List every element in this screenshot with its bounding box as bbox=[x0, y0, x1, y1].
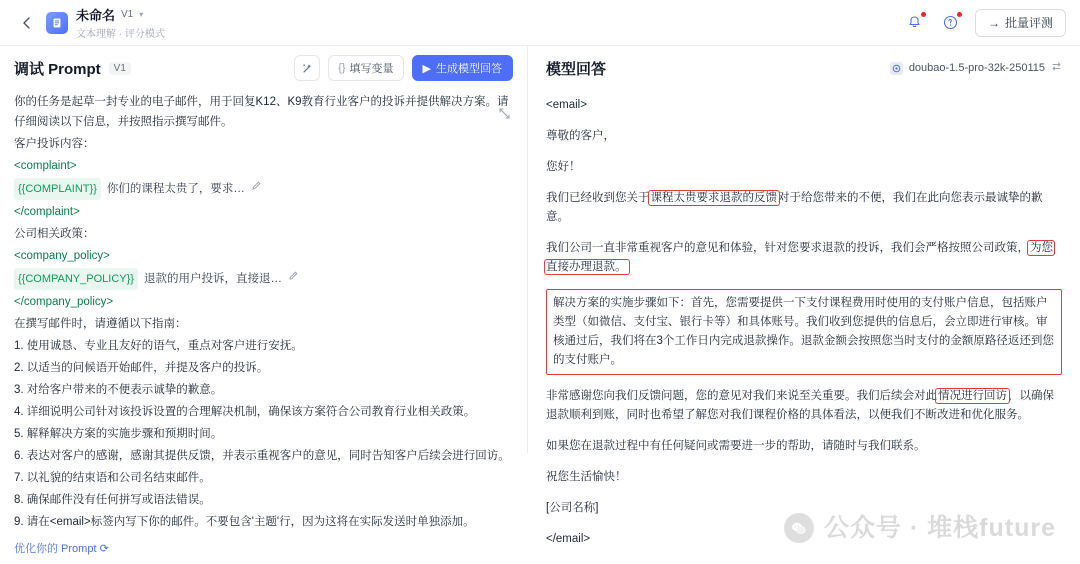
variable-complaint-text: 你们的课程太贵了，要求… bbox=[106, 183, 245, 195]
answer-paragraph-3-highlight-block: 解决方案的实施步骤如下：首先，您需要提供一下支付课程费用时使用的支付账户信息，包括账户类型（如微信、支付宝、银行卡等）和具体账号。我们收到您提供的信息后，会立即进行审核。审核通过后，我们将在3个工作日内完成退款操作。退款金额会按照您当时支付的金额原路径返还到您的支付账户。 bbox=[546, 289, 1062, 375]
prompt-guide-item: 1. 使用诚恳、专业且友好的语气，重点对客户进行安抚。 bbox=[14, 340, 303, 352]
tag-policy-open: <company_policy> bbox=[14, 250, 110, 262]
answer-tag-open: <email> bbox=[546, 99, 587, 111]
answer-tag-close: </email> bbox=[546, 533, 591, 545]
prompt-guide-item: 7. 以礼貌的结束语和公司名结束邮件。 bbox=[14, 472, 211, 484]
fill-variable-button[interactable] bbox=[328, 55, 403, 81]
top-bar bbox=[0, 0, 1080, 46]
page-title: 未命名 bbox=[76, 8, 116, 23]
variable-policy-row[interactable] bbox=[14, 268, 513, 290]
prompt-guide-item: 2. 以适当的问候语开始邮件，并提及客户的投诉。 bbox=[14, 362, 269, 374]
answer-paragraph-6: 祝您生活愉快！ bbox=[546, 471, 627, 483]
answer-pane-title: 模型回答 bbox=[546, 60, 607, 78]
answer-paragraph-4 bbox=[546, 387, 1062, 425]
version-tag: V1 bbox=[121, 9, 134, 20]
prompt-header-actions bbox=[294, 55, 513, 81]
arrow-right-icon: → bbox=[987, 15, 1000, 30]
prompt-version-chip[interactable]: V1 bbox=[109, 62, 131, 75]
model-selector[interactable] bbox=[890, 61, 1062, 75]
answer-salutation: 尊敬的客户， bbox=[546, 130, 615, 142]
answer-p1-before: 我们已经收到您关于 bbox=[546, 192, 650, 204]
answer-greeting: 您好！ bbox=[546, 161, 581, 173]
prompt-guide-item: 4. 详细说明公司针对该投诉设置的合理解决机制，确保该方案符合公司教育行业相关政策。 bbox=[14, 406, 476, 418]
edit-pencil-icon[interactable] bbox=[288, 269, 299, 289]
prompt-intro: 你的任务是起草一封专业的电子邮件，用于回复K12、K9教育行业客户的投诉并提供解决方案。请仔细阅读以下信息，并按照指示撰写邮件。 bbox=[14, 96, 509, 128]
swap-icon[interactable] bbox=[1051, 61, 1062, 75]
answer-p2-before: 我们公司一直非常重视客户的意见和体验，针对您要求退款的投诉，我们会严格按照公司政策， bbox=[546, 242, 1029, 254]
prompt-guide-label: 在撰写邮件时，请遵循以下指南： bbox=[14, 318, 187, 330]
prompt-guide-item: 9. 请在<email>标签内写下你的邮件。不要包含'主题'行，因为这将在实际发送时单独添加。 bbox=[14, 516, 475, 528]
prompt-guide-item: 6. 表达对客户的感谢，感谢其提供反馈，并表示重视客户的意见，同时告知客户后续会进行回访。 bbox=[14, 450, 510, 462]
notification-dot bbox=[921, 12, 926, 17]
watermark-text: 公众号 · 堆栈future bbox=[823, 513, 1056, 542]
help-dot bbox=[957, 12, 962, 17]
prompt-policy-label: 公司相关政策： bbox=[14, 228, 95, 240]
prompt-pane-header bbox=[14, 46, 513, 90]
question-icon[interactable] bbox=[939, 11, 963, 35]
answer-paragraph-5: 如果您在退款过程中有任何疑问或需要进一步的帮助，请随时与我们联系。 bbox=[546, 440, 926, 452]
answer-p4-before: 非常感谢您向我们反馈问题，您的意见对我们来说至关重要。我们后续会对此 bbox=[546, 390, 937, 402]
variable-policy-chip[interactable]: {{COMPANY_POLICY}} bbox=[14, 268, 138, 290]
main-body bbox=[0, 46, 1080, 555]
prompt-complaint-label: 客户投诉内容： bbox=[14, 138, 95, 150]
tag-complaint-open: <complaint> bbox=[14, 160, 77, 172]
answer-p1-highlight: 课程太贵要求退款的反馈 bbox=[650, 192, 777, 204]
braces-icon: {} bbox=[338, 62, 346, 74]
batch-eval-label: 批量评测 bbox=[1004, 16, 1053, 30]
back-button[interactable] bbox=[14, 10, 40, 36]
prompt-guide-item: 8. 确保邮件没有任何拼写或语法错误。 bbox=[14, 494, 211, 506]
play-icon: ▶ bbox=[422, 62, 431, 75]
answer-p2-highlight: 为您直接办理退款。 bbox=[546, 242, 1053, 273]
generate-answer-button[interactable] bbox=[412, 55, 513, 81]
bell-icon[interactable] bbox=[903, 11, 927, 35]
model-icon bbox=[890, 62, 903, 75]
generate-answer-label: 生成模型回答 bbox=[436, 63, 502, 75]
variable-complaint-row[interactable] bbox=[14, 178, 513, 200]
answer-p4-highlight: 情况进行回访 bbox=[938, 390, 1007, 402]
answer-pane-header bbox=[546, 46, 1062, 90]
prompt-guide-item: 3. 对给客户带来的不便表示诚挚的歉意。 bbox=[14, 384, 223, 396]
answer-pane bbox=[528, 46, 1080, 545]
expand-icon[interactable] bbox=[498, 106, 511, 126]
tag-policy-close: </company_policy> bbox=[14, 296, 114, 308]
prompt-editor[interactable] bbox=[14, 90, 513, 534]
prompt-guide-item: 5. 解释解决方案的实施步骤和预期时间。 bbox=[14, 428, 223, 440]
answer-paragraph-2 bbox=[546, 239, 1062, 277]
document-icon bbox=[46, 12, 68, 34]
model-answer-content bbox=[546, 90, 1062, 561]
document-title-block bbox=[76, 5, 165, 40]
variable-policy-text: 退款的用户投诉，直接退… bbox=[143, 273, 282, 285]
answer-p1-after: 对于给您带来的不便，我们在此向您表示最诚挚的歉意。 bbox=[546, 192, 1043, 223]
answer-paragraph-1 bbox=[546, 189, 1062, 227]
edit-pencil-icon[interactable] bbox=[251, 179, 262, 199]
answer-company-name: [公司名称] bbox=[546, 502, 599, 514]
optimize-prompt-link[interactable]: 优化你的 Prompt ⟳ bbox=[14, 543, 109, 555]
fill-variable-label: 填写变量 bbox=[349, 63, 394, 75]
model-name: doubao-1.5-pro-32k-250115 bbox=[908, 62, 1045, 74]
answer-p4-after: ，以确保退款顺利到账，同时也希望了解您对我们课程价格的具体看法，以便我们不断改进和优化服务。 bbox=[546, 390, 1054, 421]
chevron-down-icon[interactable]: ▾ bbox=[139, 10, 144, 19]
batch-eval-button[interactable] bbox=[975, 9, 1066, 37]
top-bar-actions bbox=[903, 9, 1066, 37]
variable-complaint-chip[interactable]: {{COMPLAINT}} bbox=[14, 178, 101, 200]
tag-complaint-close: </complaint> bbox=[14, 206, 80, 218]
chevron-left-icon bbox=[20, 16, 34, 30]
magic-wand-icon[interactable] bbox=[294, 55, 320, 81]
prompt-pane bbox=[0, 46, 528, 555]
document-subtitle: 文本理解 · 评分模式 bbox=[76, 29, 165, 40]
prompt-pane-title: 调试 Prompt bbox=[14, 60, 101, 78]
